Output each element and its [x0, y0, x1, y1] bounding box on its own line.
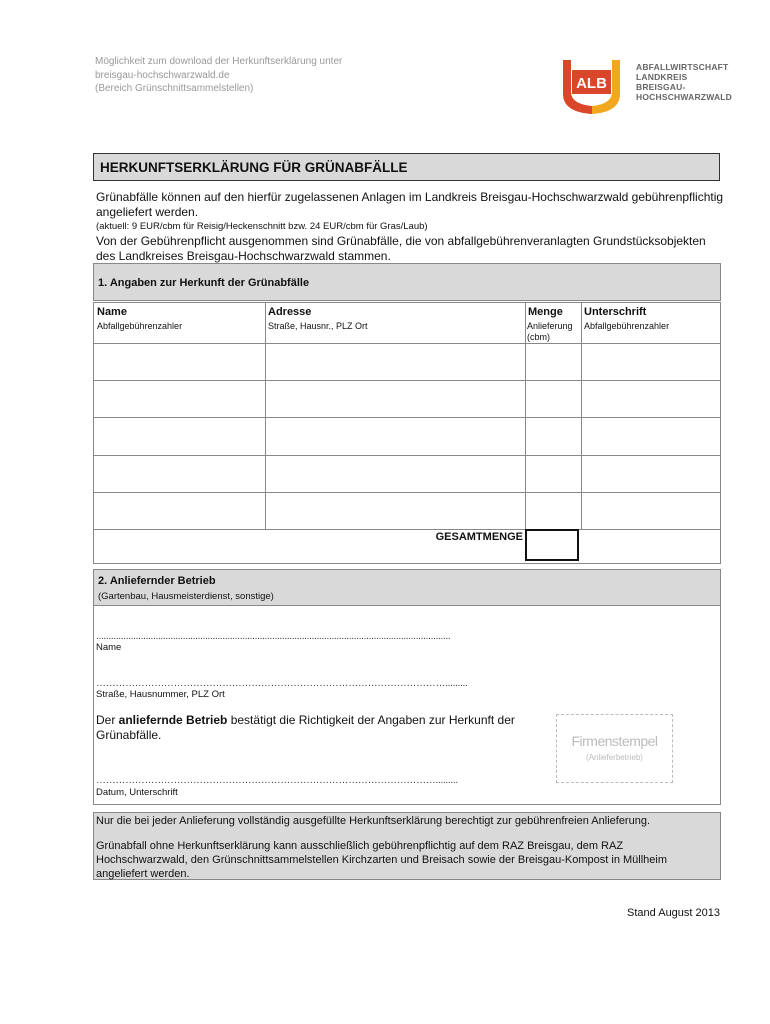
col-sub-amount: Anlieferung (cbm)	[527, 321, 573, 342]
logo-mark: ALB	[576, 75, 607, 92]
logo-line: ABFALLWIRTSCHAFT	[636, 62, 729, 72]
notice-line-2: Grünabfall ohne Herkunftserklärung kann ausschließlich gebührenpflichtig auf dem RAZ Breisgau, dem RAZ Hochschwarzwald, den Grünschnittsammelstellen Kirchzarten und Breisach sowie der Breisgau-Kompost in Müllheim angeliefert werden.	[96, 840, 668, 880]
stamp-title: Firmenstempel	[571, 733, 658, 749]
logo-text	[636, 62, 732, 102]
origin-table	[93, 302, 721, 564]
total-amount-box[interactable]	[525, 529, 579, 561]
table-row[interactable]	[94, 492, 720, 493]
logo-line: LANDKREIS	[636, 72, 688, 82]
section2-header	[93, 569, 721, 606]
notice-line-1: Nur die bei jeder Anlieferung vollständig ausgefüllte Herkunftserklärung berechtigt zur gebührenfreien Anlieferung.	[96, 815, 651, 827]
download-note-line: breisgau-hochschwarzwald.de	[95, 69, 230, 81]
download-note-line: (Bereich Grünschnittsammelstellen)	[95, 83, 254, 94]
download-note-line: Möglichkeit zum download der Herkunftserklärung unter	[95, 56, 343, 67]
col-head-signature: Unterschrift	[584, 306, 647, 318]
col-head-amount: Menge	[528, 306, 563, 318]
col-sub-signature: Abfallgebührenzahler	[584, 321, 670, 331]
name-label: Name	[96, 642, 122, 653]
intro-text	[96, 190, 726, 264]
intro-paragraph-1: Grünabfälle können auf den hierfür zugelassenen Anlagen im Landkreis Breisgau-Hochschwarzwald gebührenpflichtig angeliefert werden.	[96, 190, 724, 219]
name-line[interactable]: ...............................................................................................................................................	[96, 631, 451, 642]
confirm-post: bestätigt die Richtigkeit der Angaben zur Herkunft der Grünabfälle.	[96, 713, 515, 742]
table-row[interactable]	[94, 417, 720, 418]
download-note	[95, 55, 342, 96]
section1-title: 1. Angaben zur Herkunft der Grünabfälle	[98, 277, 310, 289]
address-label: Straße, Hausnummer, PLZ Ort	[96, 689, 225, 700]
document-title: HERKUNFTSERKLÄRUNG FÜR GRÜNABFÄLLE	[100, 160, 408, 175]
address-line[interactable]: ……………………………………………………………………………………………….........	[96, 678, 468, 689]
table-row[interactable]	[94, 380, 720, 381]
section2-subtitle: (Gartenbau, Hausmeisterdienst, sonstige)	[98, 591, 274, 602]
col-sub-name: Abfallgebührenzahler	[97, 321, 183, 331]
signature-label: Datum, Unterschrift	[96, 787, 178, 798]
logo-line: BREISGAU-	[636, 82, 686, 92]
logo-line: HOCHSCHWARZWALD	[636, 92, 733, 102]
version-date: Stand August 2013	[627, 907, 720, 919]
confirmation-text	[96, 713, 526, 743]
column-divider	[525, 303, 526, 529]
confirm-bold: anliefernde Betrieb	[118, 713, 228, 727]
column-divider	[581, 303, 582, 529]
title-bar	[93, 153, 720, 181]
total-label: GESAMTMENGE	[435, 531, 523, 543]
section2-title: 2. Anliefernder Betrieb	[98, 575, 216, 587]
col-head-address: Adresse	[268, 306, 312, 318]
intro-fee-note: (aktuell: 9 EUR/cbm für Reisig/Heckenschnitt bzw. 24 EUR/cbm für Gras/Laub)	[96, 221, 428, 232]
notice-box	[93, 812, 721, 880]
table-row	[94, 529, 720, 530]
col-head-name: Name	[97, 306, 127, 318]
table-row[interactable]	[94, 343, 720, 344]
col-sub-address: Straße, Hausnr., PLZ Ort	[268, 321, 368, 331]
intro-paragraph-2: Von der Gebührenpflicht ausgenommen sind Grünabfälle, die von abfallgebührenveranlagten Grundstücksobjekten des Landkreises Breisgau-Hochschwarzwald stammen.	[96, 234, 706, 263]
company-stamp-box[interactable]	[556, 714, 673, 783]
stamp-subtitle: (Anlieferbetrieb)	[586, 753, 643, 762]
section1-header	[93, 263, 721, 301]
confirm-pre: Der	[96, 713, 119, 727]
table-row[interactable]	[94, 455, 720, 456]
signature-line[interactable]: …………………………………………………………………………………………….........	[96, 775, 458, 786]
column-divider	[265, 303, 266, 529]
